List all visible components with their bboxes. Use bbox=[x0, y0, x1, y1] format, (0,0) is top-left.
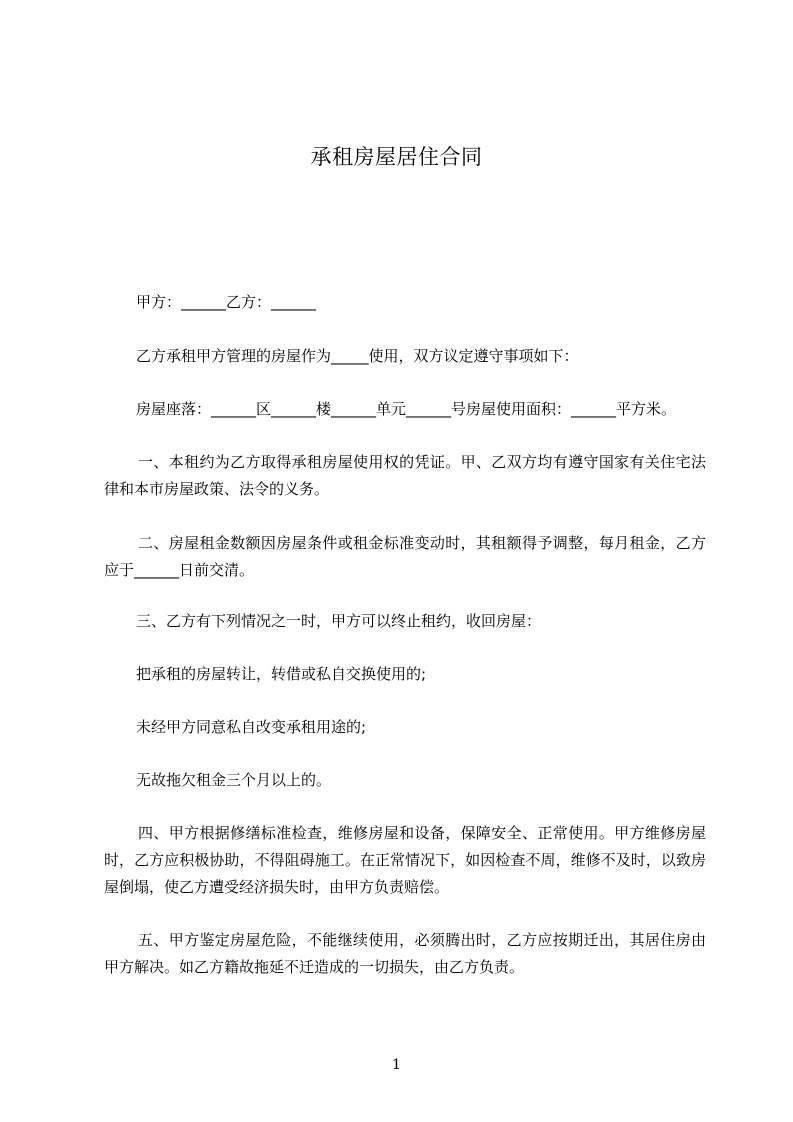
intro-paragraph: 乙方承租甲方管理的房屋作为_____使用，双方议定遵守事项如下： bbox=[136, 347, 579, 365]
clause-1: 一、本租约为乙方取得承租房屋使用权的凭证。甲、乙双方均有遵守国家有关住宅法律和本市房屋政策、法令的义务。 bbox=[104, 453, 706, 498]
clause-3-item-1: 把承租的房屋转让，转借或私自交换使用的; bbox=[136, 665, 427, 683]
document-title: 承租房屋居住合同 bbox=[310, 145, 483, 169]
page-number: 1 bbox=[392, 1057, 401, 1073]
clause-3-item-2: 未经甲方同意私自改变承租用途的; bbox=[136, 718, 367, 736]
clause-5: 五、甲方鉴定房屋危险，不能继续使用，必须腾出时，乙方应按期迁出，其居住房由甲方解决。如乙方籍故拖延不迁造成的一切损失，由乙方负责。 bbox=[104, 931, 706, 976]
location-paragraph: 房屋座落：______区______楼______单元______号房屋使用面积：______平方米。 bbox=[136, 400, 677, 418]
clause-3-item-3: 无故拖欠租金三个月以上的。 bbox=[136, 771, 332, 789]
clause-3: 三、乙方有下列情况之一时，甲方可以终止租约，收回房屋： bbox=[136, 612, 542, 630]
clause-2: 二、房屋租金数额因房屋条件或租金标准变动时，其租额得予调整，每月租金，乙方应于______日前交清。 bbox=[104, 534, 706, 579]
clause-4: 四、甲方根据修缮标准检查，维修房屋和设备，保障安全、正常使用。甲方维修房屋时，乙方应积极协助，不得阻碍施工。在正常情况下，如因检查不周，维修不及时，以致房屋倒塌，使乙方遭受经济损失时，由甲方负责赔偿。 bbox=[104, 824, 706, 896]
parties-line: 甲方：______乙方：______ bbox=[136, 293, 317, 311]
